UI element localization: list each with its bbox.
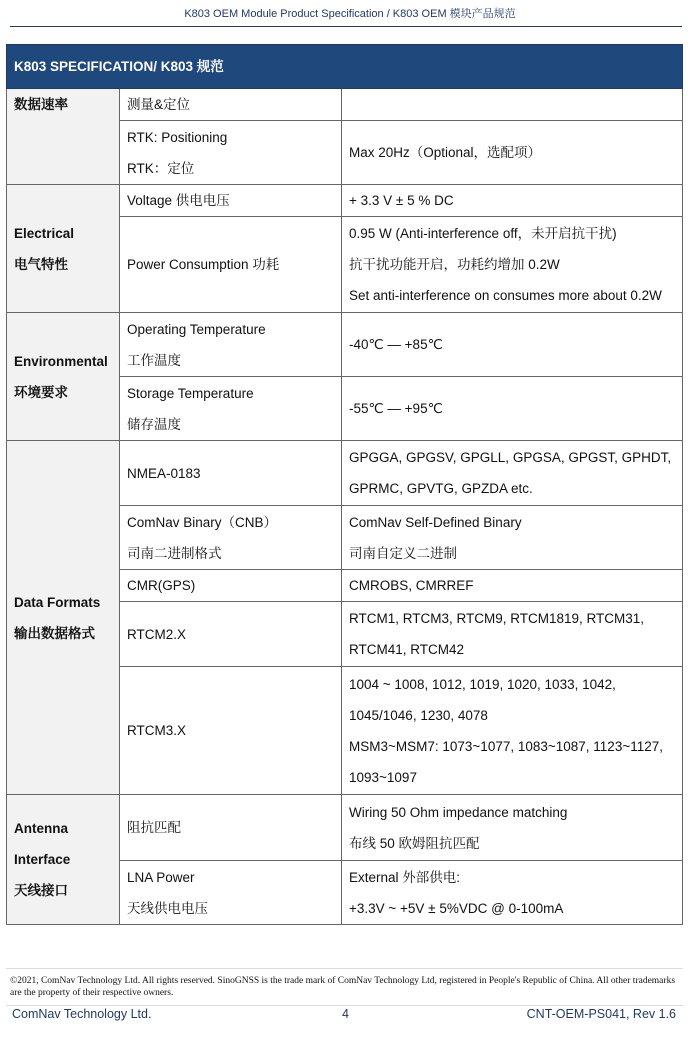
cell-line: Antenna [14,821,68,836]
table-row [7,89,683,121]
spec-name [120,185,342,217]
cell-line: 天线接口 [14,883,68,898]
cell-line: Electrical [14,225,75,241]
footer-doc-id: CNT-OEM-PS041, Rev 1.6 [526,1007,676,1021]
spec-name [120,795,342,861]
table-title: K803 SPECIFICATION/ K803 规范 [7,45,683,89]
cell-line: ComNav Binary（CNB） [127,514,278,530]
table-row [7,185,683,217]
cell-line: 工作温度 [127,352,181,368]
spec-value [342,861,683,925]
spec-name [120,667,342,795]
cell-line: RTK: Positioning [127,129,228,145]
footer-page-number: 4 [342,1007,349,1021]
spec-value [342,441,683,506]
spec-value [342,795,683,861]
cell-line: CMROBS, CMRREF [349,578,474,593]
cell-line: LNA Power [127,869,195,885]
cell-line: 1045/1046, 1230, 4078 [349,707,488,723]
spec-name [120,570,342,602]
cell-line: RTK：定位 [127,160,195,176]
spec-value [342,667,683,795]
spec-value [342,377,683,441]
cell-line: GPRMC, GPVTG, GPZDA etc. [349,481,533,496]
cell-line: 测量&定位 [127,97,191,112]
spec-name [120,602,342,667]
section-category [7,185,120,313]
cell-line: MSM3~MSM7: 1073~1077, 1083~1087, 1123~1127, [349,738,663,754]
table-row [7,795,683,861]
spec-name [120,377,342,441]
cell-line: 电气特性 [14,256,68,272]
section-category [7,89,120,185]
cell-line: RTCM3.X [127,723,187,738]
cell-line: 1004 ~ 1008, 1012, 1019, 1020, 1033, 1042, [349,676,616,692]
cell-line: CMR(GPS) [127,578,196,593]
cell-line: RTCM41, RTCM42 [349,642,465,657]
cell-line: 阻抗匹配 [127,820,181,835]
header-divider [10,26,682,27]
cell-line: 储存温度 [127,416,181,432]
cell-line: Wiring 50 Ohm impedance matching [349,804,568,820]
cell-line: 环境要求 [14,384,68,400]
page-header: K803 OEM Module Product Specification / K803 OEM 模块产品规范 [184,8,516,20]
cell-line: Power Consumption 功耗 [127,257,280,272]
cell-line: Storage Temperature [127,385,254,401]
cell-line: RTCM2.X [127,626,187,642]
spec-value [342,313,683,377]
footer-company: ComNav Technology Ltd. [12,1007,152,1021]
cell-line: 布线 50 欧姆阻抗匹配 [349,835,480,851]
cell-line: 数据速率 [14,97,68,112]
cell-line: 0.95 W (Anti-interference off，未开启抗干扰) [349,226,617,241]
cell-line: + 3.3 V ± 5 % DC [349,193,454,208]
cell-line: 输出数据格式 [14,625,95,641]
cell-line: External 外部供电: [349,869,461,885]
spec-value [342,185,683,217]
spec-name [120,506,342,570]
cell-line: NMEA-0183 [127,465,201,481]
spec-value [342,121,683,185]
section-category [7,313,120,441]
cell-line: Data Formats [14,594,101,610]
cell-line: 抗干扰功能开启，功耗约增加 0.2W [349,257,560,272]
spec-name [120,861,342,925]
cell-line: Interface [14,852,71,867]
spec-value [342,506,683,570]
cell-line: Set anti-interference on consumes more about 0.2W [349,288,662,303]
spec-table [6,44,683,925]
cell-line: 天线供电电压 [127,900,208,916]
cell-line: RTCM1, RTCM3, RTCM9, RTCM1819, RTCM31, [349,611,645,626]
cell-line: -55℃ — +95℃ [349,401,443,416]
cell-line: Environmental [14,353,108,369]
table-row [7,441,683,506]
spec-value [342,602,683,667]
cell-line: GPGGA, GPGSV, GPGLL, GPGSA, GPGST, GPHDT, [349,450,672,465]
cell-line: -40℃ — +85℃ [349,337,443,352]
section-category [7,795,120,925]
cell-line: +3.3V ~ +5V ± 5%VDC @ 0-100mA [349,900,564,916]
table-row [7,313,683,377]
spec-name [120,121,342,185]
spec-value [342,570,683,602]
cell-line: ComNav Self-Defined Binary [349,514,522,530]
section-category [7,441,120,795]
spec-name [120,313,342,377]
spec-name [120,441,342,506]
cell-line: Max 20Hz（Optional，选配项） [349,145,542,160]
cell-line: 1093~1097 [349,769,417,785]
spec-value [342,217,683,313]
spec-name [120,89,342,121]
cell-line: Operating Temperature [127,321,266,337]
cell-line: Voltage 供电电压 [127,193,230,208]
copyright-notice: ©2021, ComNav Technology Ltd. All rights reserved. SinoGNSS is the trade mark of ComNav Technology Ltd, registered in People's Republic of China. All other trademarks are the property of their respective owners. [6,968,683,1006]
cell-line: 司南自定义二进制 [349,545,457,561]
spec-value [342,89,683,121]
spec-name [120,217,342,313]
cell-line: 司南二进制格式 [127,545,222,561]
